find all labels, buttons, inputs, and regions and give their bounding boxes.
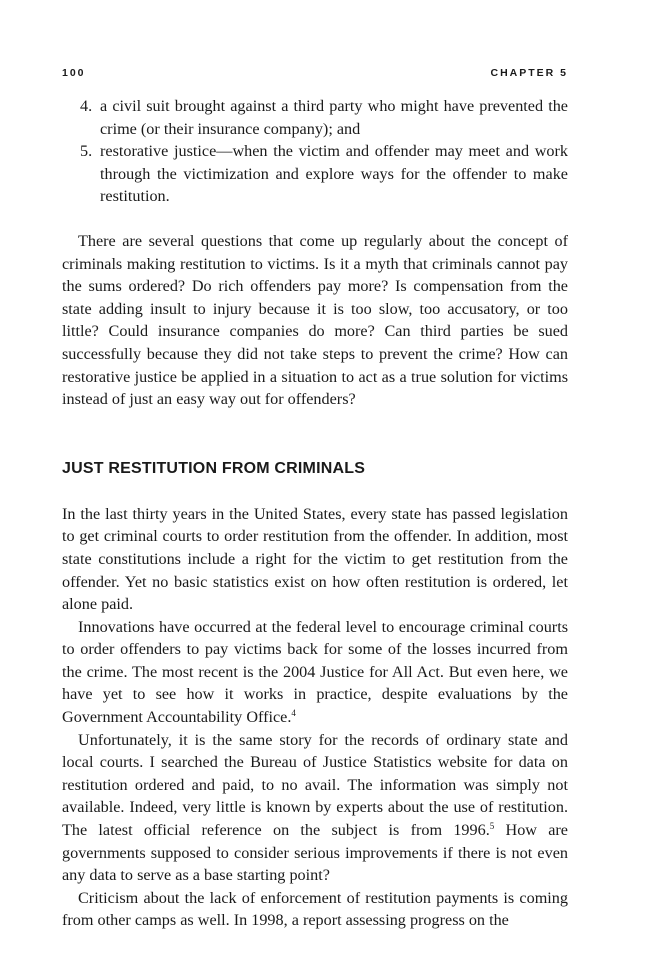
paragraph-text: Unfortunately, it is the same story for the records of ordinary state and local courts. I searched the Bureau of Justice Statistics website for data on restitution ordered and paid, to no avail. The information was simply not available. Indeed, very little is known by experts about the use of restitution. The latest official reference on the subject is from 1996.	[62, 730, 568, 840]
footnote-marker[interactable]: 4	[291, 708, 296, 719]
paragraph: Criticism about the lack of enforcement of restitution payments is coming from other camps as well. In 1998, a report assessing progress on the	[62, 888, 568, 930]
page-number: 100	[62, 67, 86, 79]
section-heading: JUST RESTITUTION FROM CRIMINALS	[62, 459, 366, 477]
paragraph: In the last thirty years in the United States, every state has passed legislation to get criminal courts to order restitution from the offender. In addition, most state constitutions include a right for the victim to get restitution from the offender. Yet no basic statistics exist on how often restitution is ordered, let alone paid.	[62, 504, 568, 614]
list-item-number: 5.	[80, 142, 93, 161]
book-page	[62, 66, 568, 932]
list-item-text: restorative justice—when the victim and offender may meet and work through the victimization and explore ways for the offender to make restitution.	[100, 142, 568, 206]
footnote-marker[interactable]: 5	[489, 821, 495, 832]
list-item	[62, 95, 568, 140]
paragraph-text: Innovations have occurred at the federal level to encourage criminal courts to order offenders to pay victims back for some of the losses incurred from the crime. The most recent is the 2004 Justice for All Act. But even here, we have yet to see how it works in practice, despite evaluations by the Government Accountability Office.	[62, 617, 568, 727]
numbered-list	[62, 95, 568, 208]
list-item	[62, 140, 568, 208]
list-item-number: 4.	[80, 97, 93, 115]
paragraph	[62, 616, 568, 729]
paragraph	[62, 729, 568, 887]
paragraph-text: How are governments supposed to consider serious improvements if there is not even any data to serve as a base starting point?	[62, 821, 568, 885]
intro-paragraph: There are several questions that come up regularly about the concept of criminals making restitution to victims. Is it a myth that criminals cannot pay the sums ordered? Do rich offenders pay more? Is compensation from the state adding insult to injury because it is too slow, too accusatory, or too little? Could insurance companies do more? Can third parties be sued successfully because they did not take steps to prevent the crime? How can restorative justice be applied in a situation to act as a true solution for victims instead of just an easy way out for offenders?	[62, 231, 568, 409]
chapter-label: CHAPTER 5	[490, 67, 568, 79]
list-item-text: a civil suit brought against a third party who might have prevented the crime (or their insurance company); and	[100, 97, 568, 138]
running-head	[62, 66, 568, 80]
